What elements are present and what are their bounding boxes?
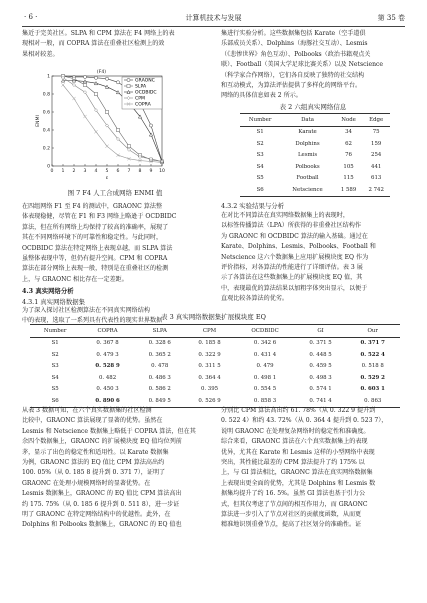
- x-tick-label: 4: [94, 169, 98, 174]
- table3-body: [30, 337, 400, 407]
- table-cell: 0. 603 1: [360, 386, 385, 393]
- table-cell: S2: [51, 351, 59, 358]
- text-line: 上，与 GRAONC 相比存在一定差距。: [22, 275, 128, 283]
- text-line: 为 GRAONC 和 OCDBIDC 算法的输入基础。通过在: [221, 232, 368, 240]
- text-line: 说明 GRAONC 在处理复杂网络时的稳定性和准确度。: [221, 427, 370, 435]
- table-row: [240, 184, 390, 196]
- section-4-3-heading: 4.3 真实网络分析: [22, 287, 74, 295]
- x-tick-label: 0: [50, 169, 54, 174]
- table-cell: S5: [51, 386, 59, 393]
- x-tick-label: 9: [149, 169, 153, 174]
- table-cell: 0. 450 3: [96, 386, 119, 393]
- column-header: CPM: [202, 327, 217, 334]
- page-number: · 6 ·: [24, 13, 38, 21]
- legend-label: OCDBIDC: [135, 90, 157, 96]
- table-cell: S6: [256, 186, 264, 193]
- table-cell: S4: [51, 374, 59, 381]
- table-cell: S3: [256, 152, 264, 159]
- table2-caption: 表 2 六组真实网络信息: [279, 103, 347, 111]
- table-cell: 0. 486 3: [148, 374, 171, 381]
- section-4-3-1-heading: 4.3.1 真实网络数据集: [22, 298, 86, 306]
- text-line: 集进行实验分析。这些数据集包括 Karate（空手道俱: [221, 30, 366, 37]
- table-cell: 0. 529 2: [360, 374, 385, 381]
- column-header: Data: [301, 116, 314, 123]
- table-cell: 75: [372, 129, 380, 136]
- section-4-3-2-heading: 4.3.2 实验结果与分析: [221, 202, 285, 210]
- left-top-text: [22, 29, 208, 60]
- data-point: [83, 91, 86, 94]
- text-line: 以标签传播算法（LPA）所获得的非重叠社区结构作: [221, 222, 361, 230]
- table-cell: 76: [345, 152, 352, 159]
- table-row: [30, 361, 400, 373]
- table-cell: 0. 890 6: [95, 397, 120, 404]
- table-row: [30, 384, 400, 396]
- text-line: （《悲惨世界》角色互动）、Polbooks（政治书籍观点关: [221, 50, 371, 58]
- legend-label: CPM: [135, 96, 145, 102]
- data-point: [72, 83, 75, 86]
- text-line: 综合来看，GRAONC 算法在六个真实数据集上的表现: [221, 438, 368, 446]
- table-cell: 115: [343, 175, 354, 182]
- data-point: [105, 77, 108, 80]
- text-line: 算法，但在所有网络上均保持了较高的准确率，展现了: [22, 223, 169, 231]
- y-tick-label: 0.2: [42, 146, 50, 152]
- text-line: OCDBIDC 算法在特定网络上表现卓越，而 SLPA 算法: [22, 244, 173, 252]
- figure-caption: 图 7 F4 人工合成网络 ENMI 值: [67, 189, 163, 197]
- table-cell: 0. 498 3: [309, 374, 332, 381]
- text-line: 式，但其仅考虑了节点间的相互作用力，而 GRAONC: [221, 500, 368, 508]
- legend-label: GRAONC: [135, 78, 155, 84]
- text-line: 其在不同网络环境下的可靠性和稳定性。与此同时，: [22, 234, 163, 242]
- text-line: （科学家合作网络），它们各自反映了独特的社交结构: [221, 71, 365, 79]
- text-line: 直观比较各算法的优劣。: [221, 295, 289, 303]
- y-tick-label: 0: [47, 164, 50, 170]
- data-point: [105, 110, 108, 113]
- table-cell: 0. 526 9: [198, 397, 221, 404]
- legend-label: COPRA: [135, 102, 151, 108]
- text-line: 优异，尤其在 Karate 和 Lesmis 这样的小型网络中表现: [221, 448, 375, 456]
- column-header: Edge: [369, 116, 384, 123]
- table-cell: 62: [345, 140, 352, 147]
- chart-annotation: (F4): [96, 70, 107, 75]
- table-cell: 0. 574 1: [309, 386, 332, 393]
- data-point: [127, 78, 130, 81]
- x-axis-label: ε: [105, 176, 109, 181]
- table-cell: 0. 522 4: [360, 351, 385, 358]
- x-tick-label: 1: [61, 169, 65, 174]
- text-line: 在四组网络 F1 至 F4 的测试中，GRAONC 算法整: [22, 203, 163, 210]
- volume-label: 第 35 卷: [377, 14, 405, 22]
- table-cell: 0. 311 5: [198, 363, 221, 370]
- text-line: 中的表现，选取了一系列具有代表性的现实世界数据: [22, 317, 163, 325]
- data-point: [94, 92, 97, 95]
- x-tick-label: 2: [72, 169, 76, 174]
- text-line: 100. 05%（从 0. 185 8 提升到 0. 371 7），证明了: [22, 469, 166, 477]
- text-line: GRAONC 在处理小规模网络时的显著优势。在: [22, 479, 151, 487]
- column-header: Number: [43, 327, 67, 334]
- table-cell: 254: [371, 152, 382, 159]
- text-line: 示了各算法在这些数据集上的扩展模块度 EQ 值，其: [221, 274, 363, 282]
- table-cell: 0. 479 3: [96, 351, 119, 358]
- text-line: 余四个数据集上，GRAONC 的扩展模块度 EQ 值均位列前: [22, 438, 182, 446]
- table-row: [240, 150, 390, 162]
- table-row: [240, 126, 390, 138]
- table-cell: 0. 586 2: [148, 386, 171, 393]
- text-line: 体表现稳健，尽管在 F1 和 F3 网络上略逊于 OCDBIDC: [22, 213, 177, 221]
- text-line: Dolphins 和 Polbooks 数据集上，GRAONC 的 EQ 值也: [22, 521, 182, 529]
- text-line: 在对比不同算法在真实网络数据集上的表现时，: [221, 212, 349, 219]
- text-line: 上表现出更全面的优势，尤其是 Dolphins 和 Lesmis 数: [221, 479, 376, 487]
- data-point: [116, 81, 119, 84]
- text-line: 乐部成员关系）、Dolphins（海豚社交互动）、Lesmis: [221, 40, 368, 48]
- y-axis-label: ENMI: [36, 115, 41, 127]
- table-cell: 0. 364 4: [198, 374, 221, 381]
- data-point: [105, 85, 108, 88]
- text-line: 果相对较差。: [22, 50, 59, 58]
- column-header: Our: [367, 327, 378, 334]
- data-point: [61, 83, 64, 86]
- x-tick-label: 3: [83, 169, 87, 174]
- table-cell: 0. 478: [151, 363, 169, 370]
- x-tick-label: 10: [159, 169, 165, 174]
- data-point: [149, 133, 152, 136]
- data-point: [94, 130, 97, 133]
- text-line: Lesmis 数据集上，GRAONC 的 EQ 值比 CPM 算法高出: [22, 490, 182, 498]
- data-point: [94, 76, 97, 79]
- table-cell: 0. 498 1: [253, 374, 277, 381]
- data-point: [116, 91, 119, 94]
- data-point: [83, 115, 86, 118]
- table-cell: Polbooks: [295, 163, 320, 170]
- table-cell: 34: [345, 129, 352, 136]
- column-header: Number: [248, 116, 272, 123]
- text-line: 中，表现最优的算法结果以加粗字体突出显示，以便于: [221, 284, 368, 292]
- table-row: [240, 138, 390, 150]
- column-header: SLPA: [152, 327, 167, 334]
- table-cell: 159: [371, 140, 382, 147]
- text-line: 突出，其性能比最差的 CPM 算法提升了约 175% 以: [221, 459, 365, 467]
- table-cell: S1: [256, 129, 264, 136]
- table3-caption: 表 3 真实网络数据集扩展模块度 EQ: [161, 313, 266, 321]
- text-line: Lesmis 和 Netscience 数据集上略低于 COPRA 算法，但在其: [22, 427, 196, 435]
- table-row: [30, 349, 400, 361]
- header-rule: [22, 26, 405, 27]
- table-cell: 0. 849 5: [148, 397, 171, 404]
- data-point: [83, 75, 86, 78]
- table-cell: 0. 554 5: [253, 386, 277, 393]
- table-cell: 0. 342 6: [253, 340, 277, 347]
- data-point: [127, 145, 130, 148]
- table-cell: 0. 367 8: [96, 340, 119, 347]
- table-cell: 0. 528 9: [95, 363, 120, 370]
- data-point: [127, 84, 130, 87]
- table-cell: 0. 328 6: [148, 340, 171, 347]
- table2: [240, 113, 390, 197]
- text-line: 联）、Football（美国大学足球比赛关系）以及 Netscience: [221, 61, 384, 69]
- text-line: 为例，GRAONC 算法的 EQ 值比 CPM 算法高出约: [22, 459, 165, 467]
- text-line: 比较中，GRAONC 算法展现了显著的优势。虽然在: [22, 417, 163, 425]
- table-row: [30, 337, 400, 349]
- bottom-left-text: [22, 406, 208, 531]
- table-row: [240, 173, 390, 185]
- column-header: Node: [341, 116, 356, 123]
- legend-label: SLPA: [135, 84, 147, 90]
- table-cell: 0. 518 8: [361, 363, 384, 370]
- data-point: [116, 154, 119, 157]
- table-cell: 0. 858 3: [253, 397, 277, 404]
- data-point: [116, 128, 119, 131]
- table-cell: 0. 448 5: [309, 351, 332, 358]
- left-mid-text: [22, 202, 208, 285]
- text-line: Karate、Dolphins、Lesmis、Polbooks、Football 和: [221, 243, 376, 251]
- table-cell: Lesmis: [297, 152, 318, 159]
- table-cell: Football: [296, 175, 319, 182]
- text-line: 从表 3 数据可知，在六个真实数据集的社区检测: [22, 407, 152, 414]
- text-line: 算法在部分网络上表现一般，特别是在重叠社区的检测: [22, 265, 169, 273]
- enmi-line-chart: [22, 64, 210, 186]
- text-line: 约 175. 75%（从 0. 185 6 提升到 0. 511 8），进一步证: [22, 500, 180, 508]
- x-tick-label: 8: [138, 169, 142, 174]
- table-cell: 2 742: [368, 186, 384, 193]
- table-cell: Dolphins: [295, 140, 320, 147]
- table-cell: Netscience: [292, 186, 323, 193]
- table3-header-row: [30, 325, 400, 338]
- x-tick-label: 5: [105, 169, 109, 174]
- table-cell: 105: [343, 163, 354, 170]
- text-line: 分别比 CPM 算法高出约 61. 78%（从 0. 322 9 提升到: [221, 407, 376, 414]
- text-line: 明了 GRAONC 在特定网络结构中的优越性。此外，在: [22, 511, 171, 519]
- text-line: 茅，显示了出色的稳定性和适用性。以 Karate 数据集: [22, 448, 169, 456]
- y-tick-label: 0.4: [42, 128, 50, 134]
- right-top-text: [221, 29, 405, 102]
- table-row: [30, 372, 400, 384]
- table-cell: 0. 322 9: [198, 351, 221, 358]
- text-line: 据集均提升了约 16. 5%。虽然 GI 算法也基于引力公: [221, 490, 366, 498]
- text-line: Netscience 这六个数据集上应用扩展模块度 EQ 作为: [221, 253, 369, 261]
- text-line: 算法进一步引入了节点对社区的贡献度函数，从而更: [221, 511, 362, 519]
- data-point: [83, 83, 86, 86]
- text-line: 现相对一般，而 COPRA 算法在重叠社区检测上的效: [22, 40, 165, 48]
- column-header: OCDBIDC: [251, 327, 279, 334]
- text-line: 网络的具体信息如表 2 所示。: [221, 92, 302, 100]
- text-line: 上，与 GI 算法相比，GRAONC 算法在真实网络数据集: [221, 469, 373, 477]
- table-cell: 0. 395: [200, 386, 219, 393]
- journal-name: 计算机技术与发展: [185, 14, 242, 22]
- text-line: 集近于完美社区。SLPA 和 CPM 算法在 F4 网络上的表: [22, 30, 175, 37]
- table2-body: [240, 126, 390, 196]
- text-line: 为了深入探讨社区检测算法在不同真实网络结构: [22, 307, 150, 314]
- table-cell: 1 589: [340, 186, 357, 193]
- data-point: [72, 97, 75, 100]
- table2-header-row: [240, 114, 390, 127]
- table-cell: 0. 482: [98, 374, 117, 381]
- table-cell: 613: [371, 175, 382, 182]
- table-cell: S6: [51, 397, 59, 404]
- x-tick-label: 6: [116, 169, 120, 174]
- right-mid-text: [221, 211, 405, 305]
- table-cell: 0. 431 4: [253, 351, 277, 358]
- chart-layer: [35, 69, 165, 181]
- y-tick-label: 0.6: [42, 110, 50, 116]
- table-cell: S2: [256, 140, 264, 147]
- data-point: [105, 145, 108, 148]
- table-cell: S3: [51, 363, 59, 370]
- bottom-right-text: [221, 406, 405, 531]
- table-cell: 0. 365 2: [148, 351, 171, 358]
- table-cell: 0. 479: [256, 363, 274, 370]
- table3: [30, 324, 400, 408]
- table-cell: 0. 741 4: [309, 397, 332, 404]
- column-header: GI: [317, 327, 324, 334]
- text-line: 虽整体表现中等，但仍有提升空间。CPM 和 COPRA: [22, 255, 168, 263]
- table-cell: 441: [371, 163, 382, 170]
- table-cell: 0. 371 5: [309, 340, 332, 347]
- text-line: 评价指标，对各算法的性能进行了详细评估。表 3 展: [221, 264, 363, 272]
- table-cell: 0. 371 7: [360, 340, 385, 347]
- y-tick-label: 0.8: [42, 92, 50, 98]
- text-line: 和互动模式，为算法评估提供了多样化的网络平台。: [221, 82, 362, 90]
- table-cell: 0. 185 8: [198, 340, 221, 347]
- table-cell: 0. 459 5: [309, 363, 332, 370]
- table-cell: Karate: [298, 129, 317, 136]
- table-cell: S4: [256, 163, 264, 170]
- table-row: [240, 161, 390, 173]
- column-header: COPRA: [97, 327, 118, 334]
- text-line: 0. 522 4）和约 43. 72%（从 0. 364 4 提升到 0. 523 7），: [221, 417, 388, 425]
- y-tick-label: 1: [47, 74, 50, 80]
- data-point: [149, 124, 152, 127]
- text-line: 精准地识别重叠节点，提高了社区划分的准确性。证: [221, 521, 362, 529]
- x-tick-label: 7: [127, 169, 131, 174]
- table-cell: S5: [256, 175, 264, 182]
- table-cell: S1: [51, 340, 59, 347]
- table-cell: 0. 863: [364, 397, 382, 404]
